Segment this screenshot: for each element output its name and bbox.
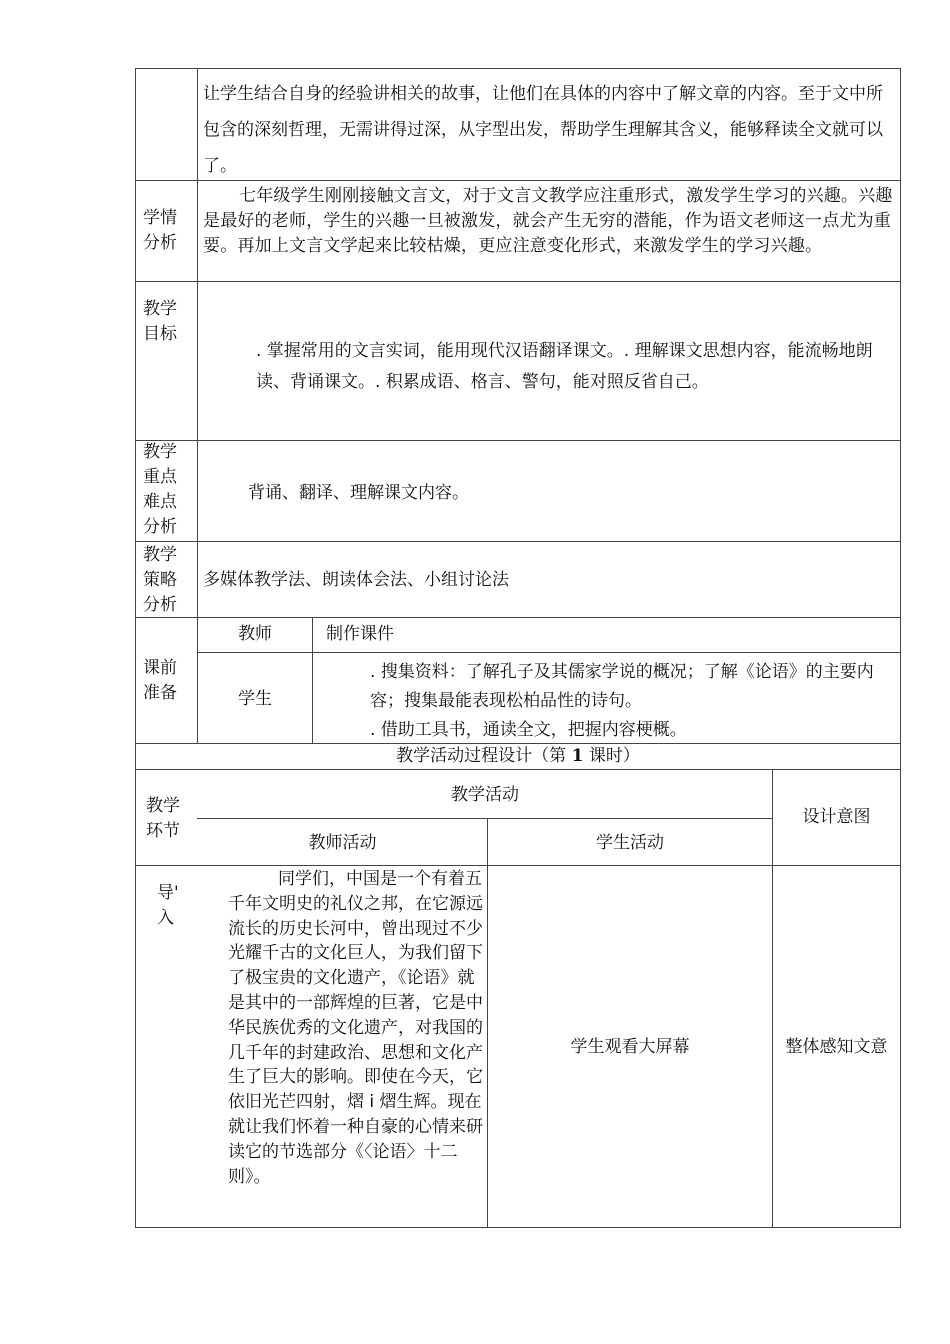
rule — [487, 818, 488, 1228]
rule — [312, 617, 313, 744]
process-title-number: 1 — [571, 746, 584, 766]
intro-student-text: 学生观看大屏幕 — [570, 1037, 690, 1057]
intro-teacher-text: 同学们，中国是一个有着五千年文明史的礼仪之邦，在它源远流长的历史长河中，曾出现过不少光耀千古的文化巨人，为我们留下了极宝贵的文化遗产，《论语》就是其中的一部辉煌的巨著，它是中华民族优秀的文化遗产，对我国的几千年的封建政治、思想和文化产生了巨大的影响。即使在今天，它依旧光芒四射，熠 i 熠生辉。现在就让我们怀着一种自豪的心情来研读它的节选部分《〈论语〉十二则》。 — [228, 869, 483, 1187]
key-points-text: 背诵、翻译、理解课文内容。 — [248, 483, 469, 503]
preparation-student-item-2: . 借助工具书，通读全文，把握内容梗概。 — [370, 720, 687, 740]
intro-design-intent-text: 整体感知文意 — [785, 1037, 888, 1057]
preparation-student-label: 学生 — [238, 689, 272, 709]
teacher-activity-header: 教师活动 — [308, 833, 377, 853]
rule — [197, 652, 901, 653]
rule — [900, 68, 901, 1228]
preparation-teacher-text: 制作课件 — [326, 624, 394, 644]
teaching-goals-label: 教学 目标 — [143, 299, 177, 344]
intro-stage-label: 导' 入 — [157, 883, 179, 928]
learner-analysis-text: 七年级学生刚刚接触文言文，对于文言文教学应注重形式，激发学生学习的兴趣。兴趣是最好的老师，学生的兴趣一旦被激发，就会产生无穷的潜能，作为语文老师这一点尤为重要。再加上文言文学起来比较枯燥，更应注意变化形式，来激发学生的学习兴趣。 — [203, 186, 893, 256]
teaching-goals-text: . 掌握常用的文言实词，能用现代汉语翻译课文。. 理解课文思想内容，能流畅地朗读、背诵课文。. 积累成语、格言、警句，能对照反省自己。 — [256, 341, 873, 392]
learner-analysis-label: 学情 分析 — [143, 208, 177, 253]
strategy-label: 教学 策略 分析 — [143, 545, 177, 615]
process-title-suffix: 课时） — [583, 746, 640, 766]
student-activity-header: 学生活动 — [596, 833, 664, 853]
stage-header: 教学 环节 — [146, 796, 180, 841]
activities-header: 教学活动 — [451, 785, 519, 805]
process-title-prefix: 教学活动过程设计（第 — [396, 746, 572, 766]
rule — [135, 68, 901, 69]
intro-continuation-text: 让学生结合自身的经验讲相关的故事，让他们在具体的内容中了解文章的内容。至于文中所包含的深刻哲理，无需讲得过深，从字型出发，帮助学生理解其含义，能够释读全文就可以了。 — [203, 84, 883, 176]
rule — [135, 281, 901, 282]
rule — [135, 769, 901, 770]
design-intent-header: 设计意图 — [802, 807, 871, 827]
rule — [135, 1227, 901, 1228]
rule — [135, 440, 901, 441]
rule — [135, 541, 901, 542]
rule — [772, 769, 773, 1228]
process-title — [136, 744, 900, 769]
rule — [135, 865, 901, 866]
preparation-teacher-label: 教师 — [238, 624, 272, 644]
rule — [135, 617, 901, 618]
preparation-label: 课前 准备 — [143, 658, 177, 703]
preparation-student-item-1: . 搜集资料：了解孔子及其儒家学说的概况；了解《论语》的主要内容；搜集最能表现松柏品性的诗句。 — [370, 662, 874, 711]
key-points-label: 教学 重点 难点 分析 — [143, 442, 177, 537]
rule — [135, 68, 136, 1228]
strategy-text: 多媒体教学法、朗读体会法、小组讨论法 — [203, 570, 509, 590]
rule — [197, 818, 773, 819]
